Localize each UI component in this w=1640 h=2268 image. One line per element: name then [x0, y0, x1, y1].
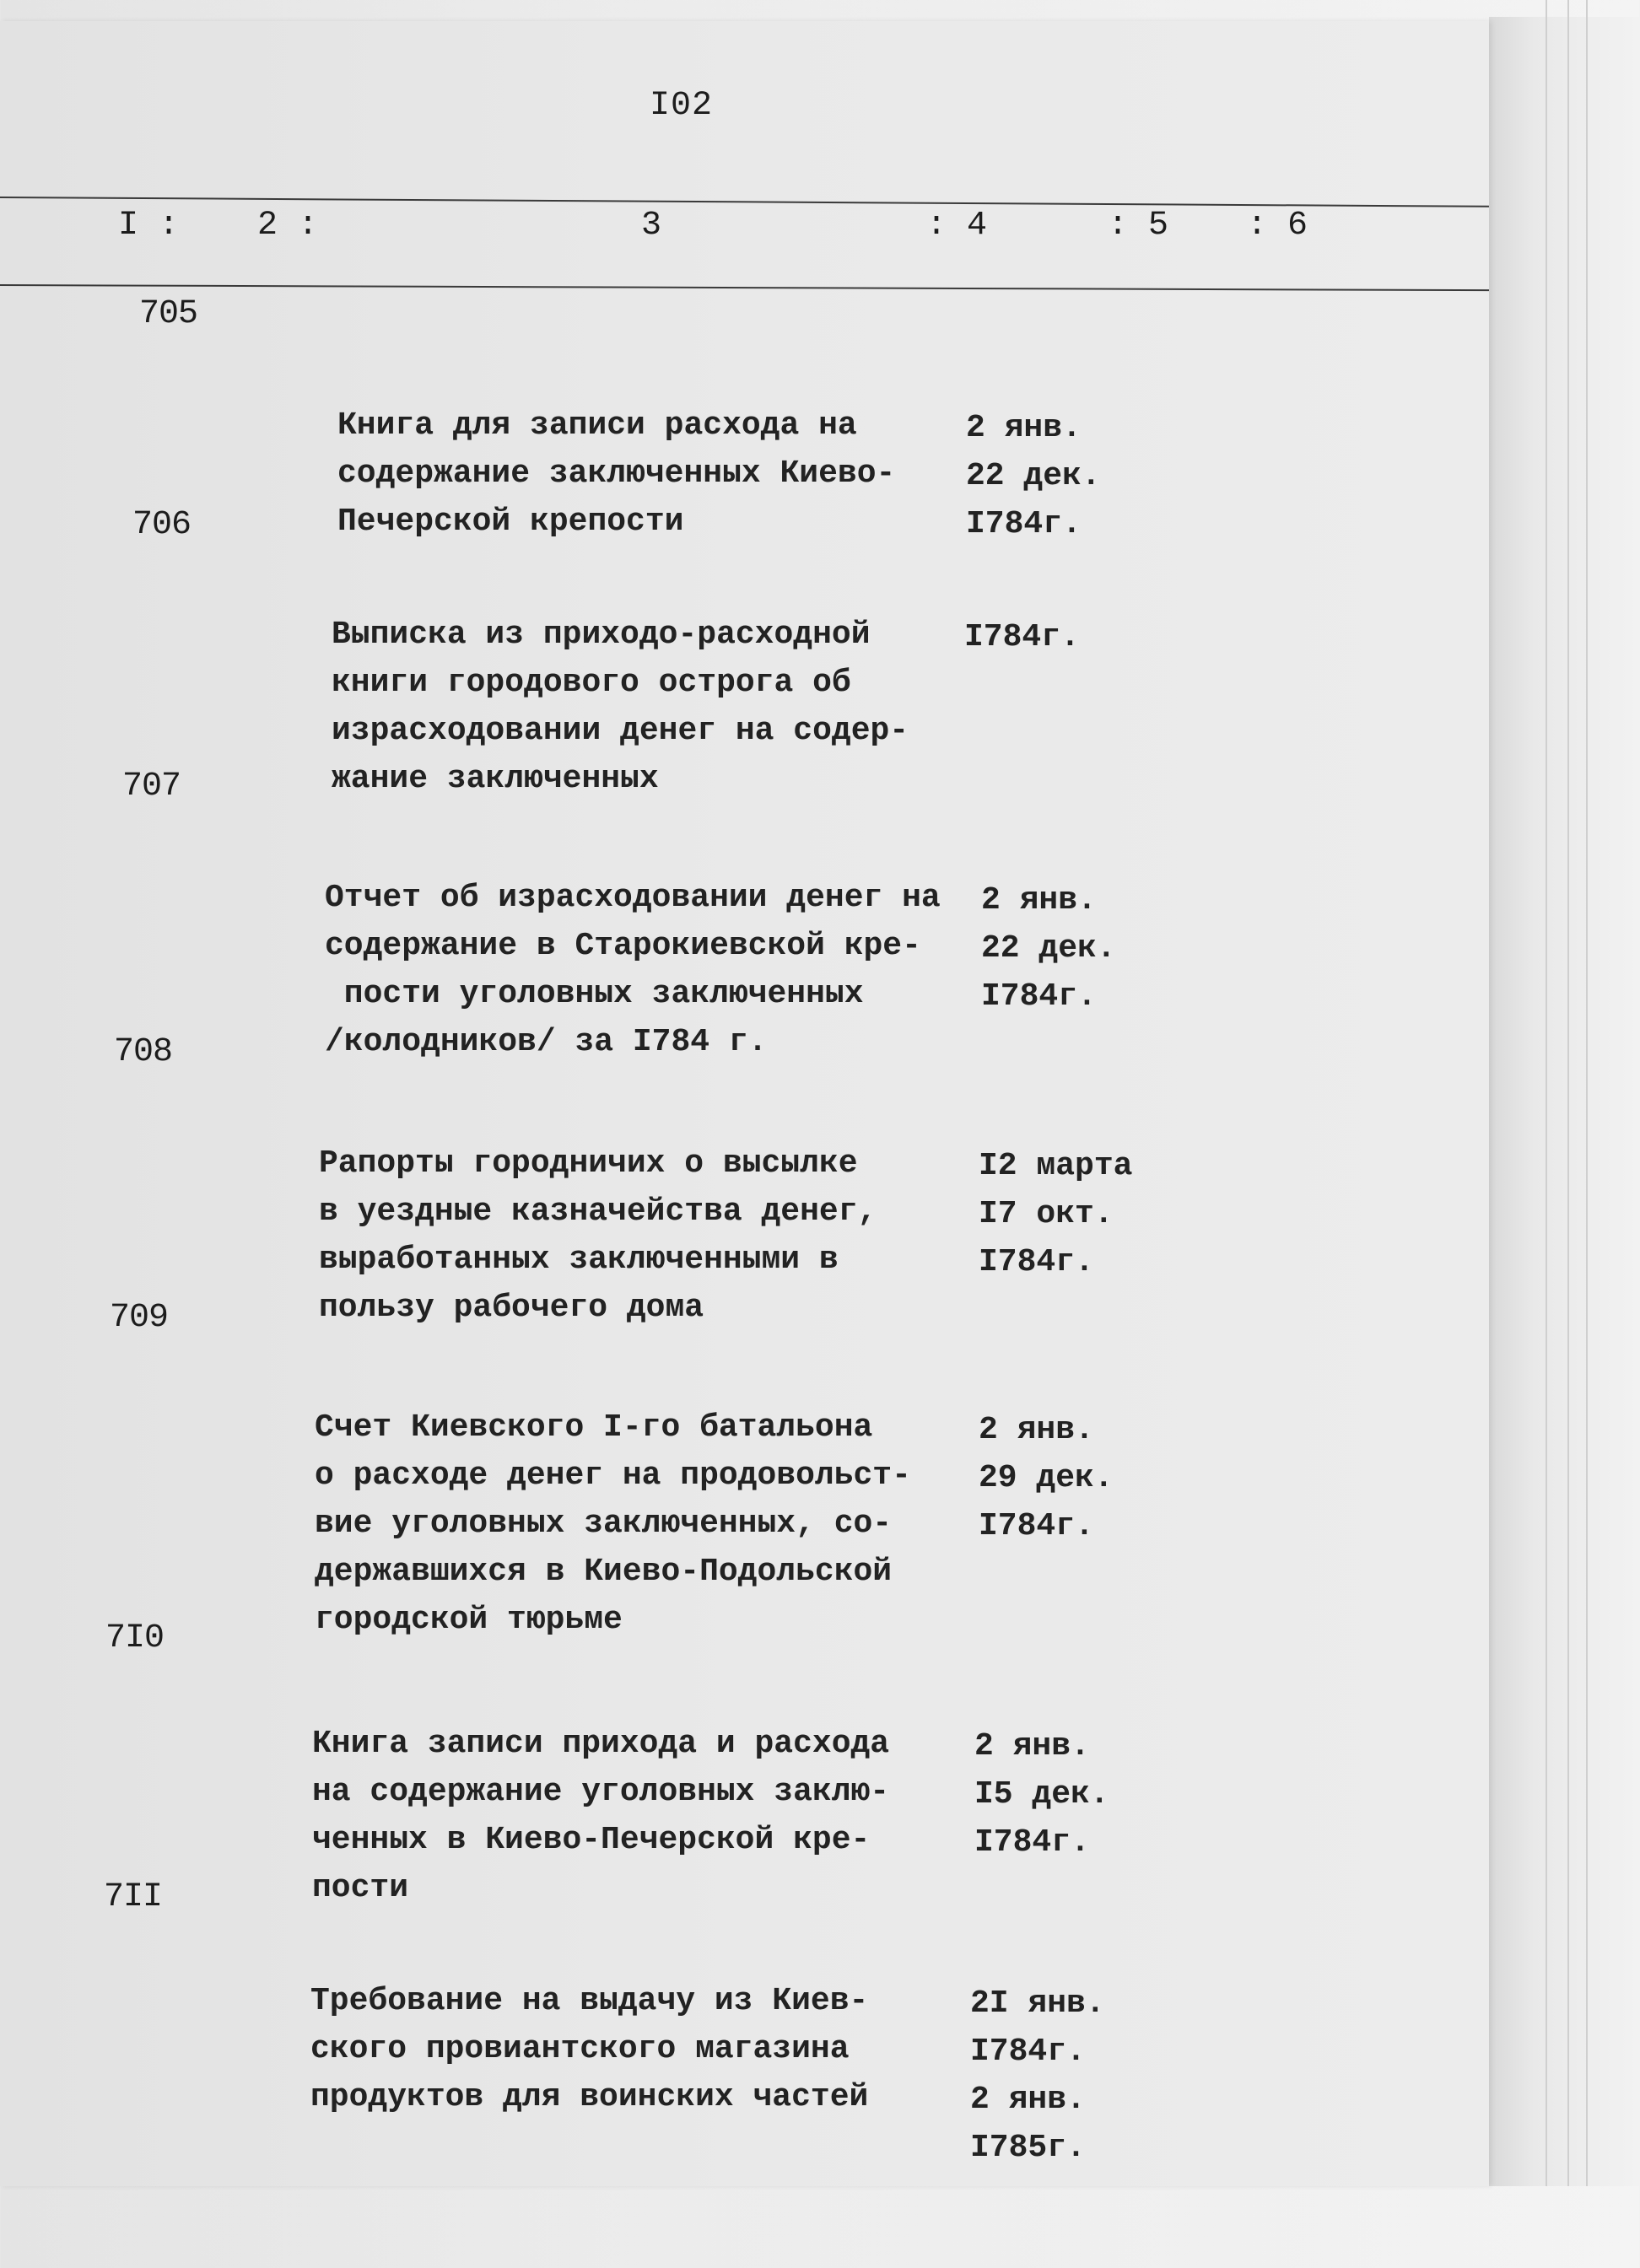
entry-number: 7II — [104, 1878, 163, 1916]
header-bottom-rule — [0, 284, 1489, 291]
entry-dates: 2 янв. 22 дек. I784г. — [966, 410, 1101, 542]
entry-dates: 2I янв. I784г. 2 янв. I785г. — [970, 1985, 1105, 2166]
entry-number: 708 — [114, 1033, 173, 1071]
entry-title: Требование на выдачу из Киев- ского провиантского магазина продуктов для воинских частей — [310, 1983, 869, 2115]
header-top-rule — [0, 197, 1489, 207]
header-col-4: : 4 — [926, 207, 988, 245]
header-col-5: : 5 — [1108, 207, 1169, 245]
entry-title: Книга для записи расхода на содержание заключенных Киево- Печерской крепости — [337, 407, 896, 540]
entry-title: Счет Киевского I-го батальона о расходе денег на продовольст- вие уголовных заключенных, со- державшихся в Киево-Подольской городской тюрьме — [315, 1409, 911, 1638]
entry-number: 7I0 — [105, 1619, 165, 1657]
entry-number: 706 — [132, 506, 192, 544]
entry-dates: 2 янв. 22 дек. I784г. — [981, 882, 1116, 1015]
entry-dates: 2 янв. I5 дек. I784г. — [974, 1728, 1109, 1861]
sheet-edge — [1567, 0, 1569, 2186]
entry-dates: I2 марта I7 окт. I784г. — [979, 1148, 1133, 1280]
document-page — [0, 21, 1489, 2186]
entry-title: Книга записи прихода и расхода на содержание уголовных заклю- ченных в Киево-Печерской кре- пости — [312, 1726, 890, 1906]
header-col-6: : 6 — [1247, 207, 1308, 245]
underlying-sheet — [1489, 17, 1640, 2186]
header-col-3: 3 — [641, 207, 662, 245]
entry-number: 709 — [110, 1299, 169, 1337]
entry-title: Выписка из приходо-расходной книги городового острога об израсходовании денег на содер- жание заключенных — [332, 617, 909, 797]
entry-dates: I784г. — [964, 619, 1080, 655]
header-col-2: 2 : — [257, 207, 319, 245]
sheet-edge — [1546, 0, 1547, 2186]
sheet-edge — [1586, 0, 1588, 2186]
entry-title: Отчет об израсходовании денег на содержание в Старокиевской кре- пости уголовных заключенных /колодников/ за I784 г. — [325, 880, 941, 1060]
entry-title: Рапорты городничих о высылке в уездные казначейства денег, выработанных заключенными в пользу рабочего дома — [319, 1145, 877, 1326]
page-number: I02 — [650, 87, 714, 125]
entry-number: 707 — [122, 768, 181, 805]
entry-dates: 2 янв. 29 дек. I784г. — [979, 1412, 1114, 1544]
header-col-1: I : — [118, 207, 180, 245]
entry-number: 705 — [139, 295, 198, 333]
